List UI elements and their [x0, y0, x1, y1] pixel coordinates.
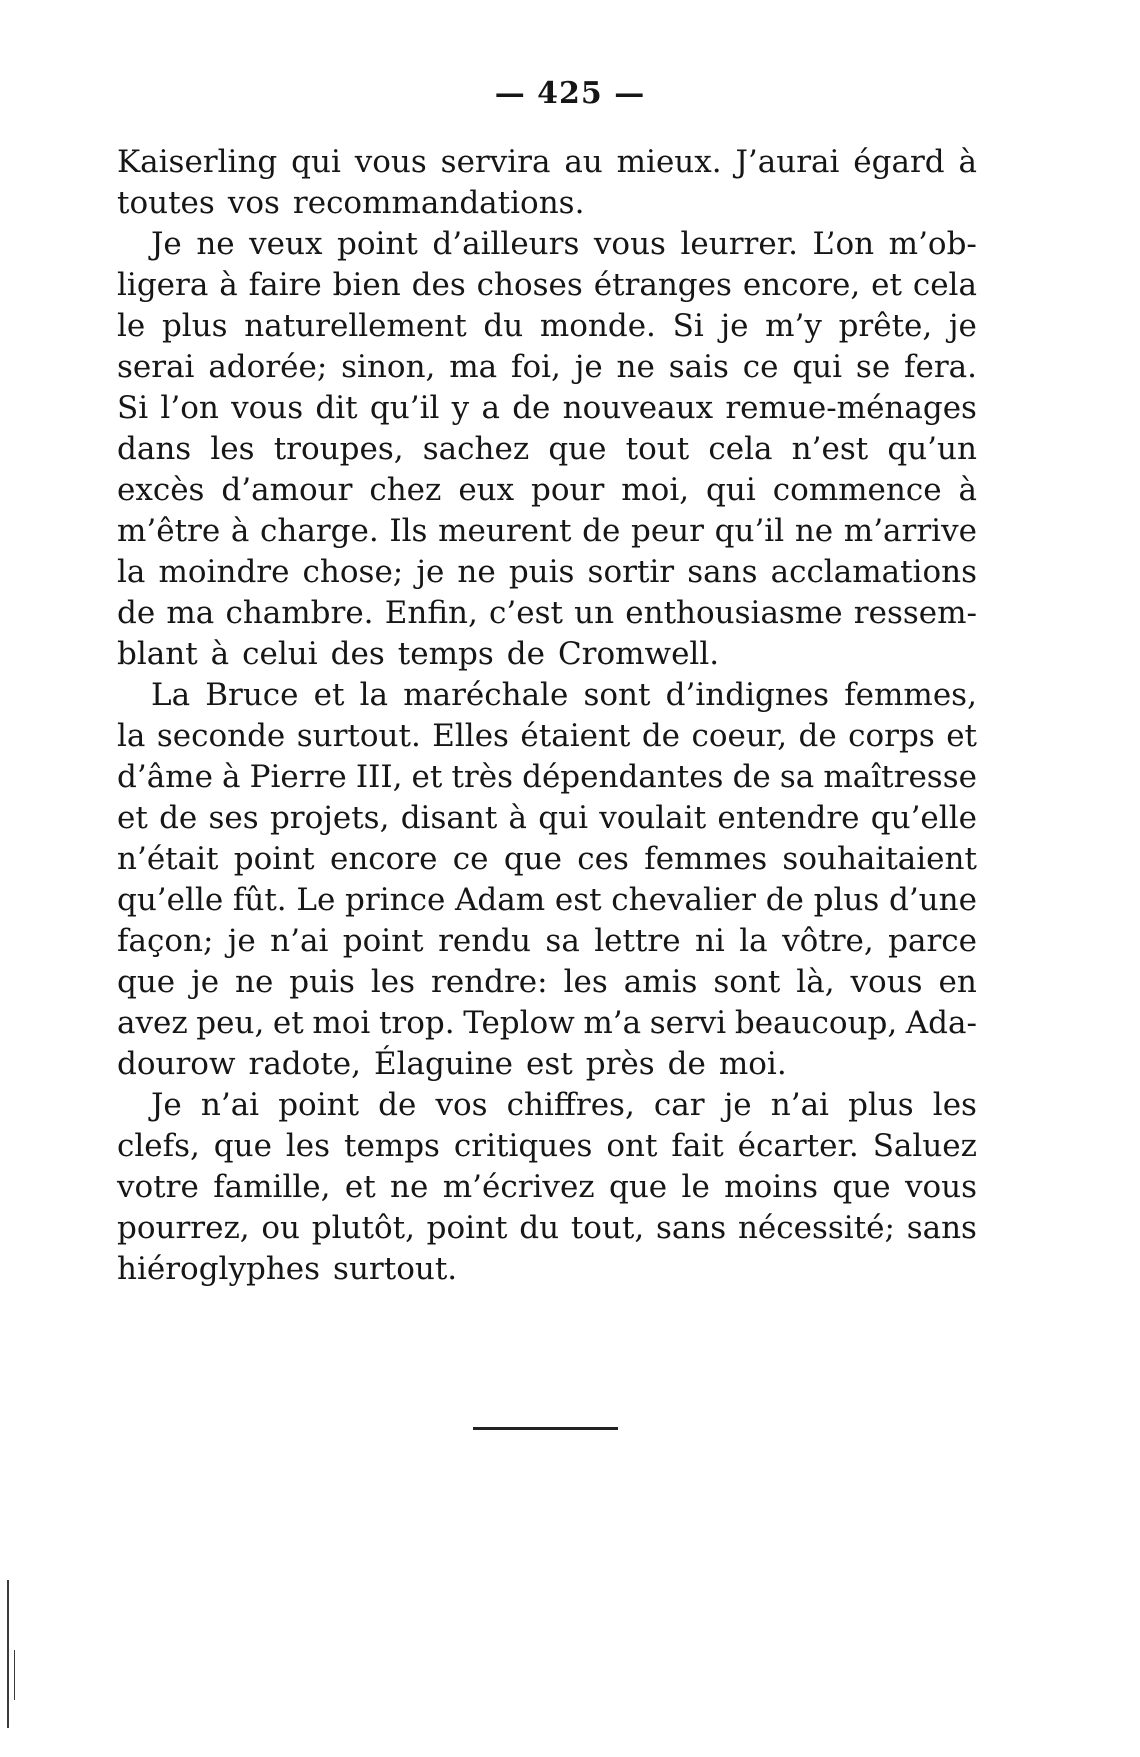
word: meurent — [438, 513, 572, 549]
word: ma — [166, 595, 215, 631]
word: le — [681, 1169, 710, 1205]
word: sortir — [587, 554, 675, 590]
word: sans — [906, 1210, 977, 1246]
word: n’est — [791, 431, 869, 467]
word: nécessité; — [737, 1210, 895, 1246]
word: qui — [538, 800, 588, 836]
word: femmes, — [844, 677, 977, 713]
word: Kaiserling — [117, 144, 278, 180]
word: sa — [545, 923, 580, 959]
word: m’être — [117, 513, 221, 549]
word: Élaguine — [373, 1046, 514, 1082]
word: c’est — [489, 595, 563, 631]
word: surtout. — [333, 1251, 458, 1287]
word: projets, — [269, 800, 390, 836]
word: chose; — [302, 554, 404, 590]
word: Adam — [455, 882, 546, 918]
word: qui — [792, 349, 843, 385]
letter-body-text — [117, 142, 977, 1290]
word: avez — [117, 1005, 188, 1041]
word: de — [117, 595, 156, 631]
word: Je — [151, 1087, 182, 1123]
text-line — [117, 1044, 977, 1085]
word: à — [219, 267, 238, 303]
word: ni — [694, 923, 725, 959]
word: écarter. — [737, 1128, 859, 1164]
word: mieux. — [616, 144, 722, 180]
word: à — [210, 636, 230, 672]
word: ne — [196, 226, 235, 262]
word: J’aurai — [735, 144, 840, 180]
word: disant — [400, 800, 498, 836]
word: moins — [724, 1169, 819, 1205]
word: nouveaux — [562, 390, 714, 426]
word: à — [230, 513, 250, 549]
word: qu’il — [714, 513, 785, 549]
word: bien — [332, 267, 401, 303]
word: radote, — [248, 1046, 361, 1082]
word: excès — [117, 472, 205, 508]
word: les — [563, 964, 608, 1000]
word: que — [117, 964, 176, 1000]
word: sans — [687, 554, 758, 590]
word: celui — [242, 636, 318, 672]
word: faire — [248, 267, 322, 303]
word: critiques — [453, 1128, 593, 1164]
word: naturellement — [244, 308, 467, 344]
word: et — [946, 718, 977, 754]
word: vous — [850, 964, 923, 1000]
word: n’ai — [200, 1087, 260, 1123]
word: chez — [369, 472, 442, 508]
text-line — [117, 183, 977, 224]
word: au — [564, 144, 603, 180]
text-line — [117, 798, 977, 839]
word: moi — [312, 1005, 371, 1041]
word: sachez — [422, 431, 530, 467]
word: foi, — [510, 349, 561, 385]
word: des — [330, 636, 385, 672]
word: m’écrivez — [442, 1169, 595, 1205]
word: plutôt, — [311, 1210, 415, 1246]
word: peur — [630, 513, 704, 549]
word: vous — [231, 390, 304, 426]
word: Le — [296, 882, 336, 918]
word: Pierre — [249, 759, 347, 795]
word: entendre — [717, 800, 860, 836]
word: à — [508, 800, 528, 836]
word: plus — [161, 308, 228, 344]
word: sans — [655, 1210, 727, 1246]
word: la — [117, 718, 146, 754]
word: prête, — [838, 308, 933, 344]
word: du — [519, 1210, 560, 1246]
word: qu’elle — [870, 800, 977, 836]
word: moindre — [158, 554, 290, 590]
word: trop. — [378, 1005, 455, 1041]
word: Si — [117, 390, 149, 426]
word: dourow — [117, 1046, 236, 1082]
text-line — [117, 388, 977, 429]
text-line — [117, 839, 977, 880]
word: beaucoup, — [734, 1005, 898, 1041]
word: égard — [853, 144, 945, 180]
word: là, — [796, 964, 835, 1000]
word: ne — [794, 513, 834, 549]
word: qui — [706, 472, 756, 508]
word: blant — [117, 636, 198, 672]
word: Ils — [389, 513, 428, 549]
word: et — [117, 800, 148, 836]
word: puis — [508, 554, 575, 590]
word: cela — [708, 431, 773, 467]
word: point — [337, 226, 418, 262]
word: La — [151, 677, 191, 713]
word: seconde — [156, 718, 286, 754]
word: de — [512, 390, 551, 426]
text-line — [117, 470, 977, 511]
word: et — [344, 1169, 376, 1205]
word: vous — [354, 144, 427, 180]
word: ma — [449, 349, 498, 385]
word: que — [609, 1169, 668, 1205]
word: et — [313, 677, 345, 713]
word: Teplow — [463, 1005, 575, 1041]
word: puis — [289, 964, 355, 1000]
word: un — [574, 595, 615, 631]
word: qu’elle — [117, 882, 224, 918]
word: plus — [813, 882, 880, 918]
word: leurrer. — [680, 226, 798, 262]
word: à — [222, 759, 241, 795]
word: Ada- — [905, 1005, 977, 1041]
text-line — [117, 265, 977, 306]
word: d’amour — [221, 472, 353, 508]
word: d’âme — [117, 759, 213, 795]
word: vos — [435, 1087, 488, 1123]
word: ou — [261, 1210, 301, 1246]
word: votre — [117, 1169, 199, 1205]
word: monde. — [539, 308, 656, 344]
text-line — [117, 1249, 977, 1290]
word: des — [411, 267, 466, 303]
word: commence — [772, 472, 942, 508]
word: recommandations. — [292, 185, 585, 221]
word: n’ai — [270, 923, 329, 959]
word: m’ob- — [888, 226, 977, 262]
word: ligera — [117, 267, 209, 303]
word: adorée; — [208, 349, 328, 385]
word: chambre. — [225, 595, 374, 631]
word: étaient — [520, 718, 631, 754]
word: Saluez — [872, 1128, 977, 1164]
word: la — [117, 554, 146, 590]
word: est — [554, 882, 602, 918]
word: qui — [291, 144, 341, 180]
word: je — [227, 923, 256, 959]
word: enthousiasme — [625, 595, 843, 631]
word: est — [526, 1046, 573, 1082]
word: très — [451, 759, 513, 795]
word: chiffres, — [506, 1087, 635, 1123]
text-line — [117, 962, 977, 1003]
text-line — [117, 880, 977, 921]
text-line — [117, 593, 977, 634]
word: sa — [779, 759, 815, 795]
word: qu’il — [369, 390, 440, 426]
text-line — [117, 306, 977, 347]
word: n’ai — [770, 1087, 829, 1123]
word: choses — [476, 267, 583, 303]
word: d’indignes — [665, 677, 830, 713]
text-line — [117, 1085, 977, 1126]
word: vôtre, — [782, 923, 874, 959]
word: dit — [315, 390, 358, 426]
word: hiéroglyphes — [117, 1251, 321, 1287]
text-line — [117, 347, 977, 388]
word: de — [641, 718, 681, 754]
word: point — [233, 841, 315, 877]
word: de — [732, 759, 771, 795]
word: de — [506, 636, 545, 672]
word: dépendantes — [522, 759, 724, 795]
word: se — [855, 349, 891, 385]
text-line — [117, 511, 977, 552]
word: eux — [458, 472, 515, 508]
text-line — [117, 1003, 977, 1044]
scan-edge-mark — [7, 1580, 9, 1728]
text-line — [117, 921, 977, 962]
word: voulait — [599, 800, 707, 836]
word: Elles — [432, 718, 509, 754]
word: ne — [616, 349, 655, 385]
word: que — [503, 841, 562, 877]
page-number: — 425 — — [494, 76, 646, 111]
word: rendu — [438, 923, 532, 959]
word: m’arrive — [843, 513, 977, 549]
word: parce — [888, 923, 977, 959]
word: les — [370, 964, 416, 1000]
word: sinon, — [341, 349, 436, 385]
word: vous — [593, 226, 666, 262]
word: d’ailleurs — [432, 226, 580, 262]
word: à — [958, 472, 977, 508]
word: Bruce — [205, 677, 299, 713]
word: que — [832, 1169, 891, 1205]
word: serai — [117, 349, 195, 385]
word: qu’un — [887, 431, 977, 467]
word: je — [948, 308, 977, 344]
word: point — [426, 1210, 508, 1246]
word: que — [213, 1128, 272, 1164]
text-line — [117, 675, 977, 716]
word: tout — [625, 431, 690, 467]
word: de — [667, 1046, 706, 1082]
word: point — [342, 923, 424, 959]
word: Si — [672, 308, 704, 344]
word: femmes — [644, 841, 768, 877]
word: III, — [355, 759, 403, 795]
word: maîtresse — [823, 759, 977, 795]
word: pour — [531, 472, 605, 508]
word: de — [378, 1087, 417, 1123]
word: que — [548, 431, 607, 467]
word: car — [653, 1087, 705, 1123]
word: les — [285, 1128, 331, 1164]
word: les — [210, 431, 255, 467]
word: de — [765, 882, 804, 918]
word: m’y — [765, 308, 822, 344]
word: je — [720, 308, 749, 344]
word: le — [117, 308, 146, 344]
word: troupes, — [273, 431, 404, 467]
word: point — [278, 1087, 360, 1123]
text-line — [117, 429, 977, 470]
word: famille, — [213, 1169, 331, 1205]
word: je — [191, 964, 220, 1000]
word: servira — [440, 144, 551, 180]
end-of-section-rule — [473, 1427, 618, 1430]
word: rendre: — [431, 964, 548, 1000]
word: je — [416, 554, 445, 590]
word: de — [798, 718, 837, 754]
word: pourrez, — [117, 1210, 250, 1246]
word: maréchale — [403, 677, 569, 713]
word: encore, — [742, 267, 861, 303]
word: y — [451, 390, 470, 426]
word: ce — [452, 841, 489, 877]
text-line — [117, 1208, 977, 1249]
word: toutes — [117, 185, 215, 221]
word: ne — [390, 1169, 429, 1205]
word: de — [582, 513, 621, 549]
word: veux — [249, 226, 323, 262]
word: étranges — [593, 267, 732, 303]
word: en — [938, 964, 977, 1000]
word: d’une — [888, 882, 977, 918]
word: et — [272, 1005, 304, 1041]
word: cela — [912, 267, 977, 303]
word: vos — [227, 185, 280, 221]
word: la — [739, 923, 768, 959]
text-line — [117, 142, 977, 183]
word: lettre — [594, 923, 681, 959]
word: moi. — [718, 1046, 787, 1082]
word: ne — [235, 964, 274, 1000]
word: sais — [668, 349, 729, 385]
text-line — [117, 552, 977, 593]
word: et — [871, 267, 902, 303]
word: à — [958, 144, 977, 180]
word: acclamations — [770, 554, 977, 590]
text-line — [117, 1167, 977, 1208]
word: L’on — [812, 226, 875, 262]
text-line — [117, 716, 977, 757]
word: vous — [904, 1169, 977, 1205]
word: amis — [623, 964, 698, 1000]
word: fait — [671, 1128, 724, 1164]
word: ressem- — [853, 595, 977, 631]
word: clefs, — [117, 1128, 200, 1164]
word: l’on — [160, 390, 219, 426]
word: ces — [577, 841, 629, 877]
word: souhaitaient — [782, 841, 977, 877]
word: ne — [457, 554, 496, 590]
word: m’a — [583, 1005, 642, 1041]
word: tout, — [570, 1210, 645, 1246]
word: servi — [649, 1005, 727, 1041]
word: près — [585, 1046, 655, 1082]
word: façon; — [117, 923, 214, 959]
text-line — [117, 757, 977, 798]
text-line — [117, 634, 977, 675]
word: je — [723, 1087, 752, 1123]
word: prince — [345, 882, 446, 918]
word: encore — [329, 841, 438, 877]
word: la — [359, 677, 389, 713]
word: plus — [848, 1087, 914, 1123]
word: surtout. — [296, 718, 421, 754]
text-line — [117, 224, 977, 265]
word: Je — [151, 226, 182, 262]
word: fût. — [232, 882, 287, 918]
word: n’était — [117, 841, 219, 877]
word: temps — [397, 636, 494, 672]
word: charge. — [260, 513, 379, 549]
word: dans — [117, 431, 192, 467]
word: les — [932, 1087, 977, 1123]
word: moi, — [621, 472, 690, 508]
word: de — [159, 800, 198, 836]
scan-edge-mark — [14, 1650, 15, 1700]
word: peu, — [196, 1005, 265, 1041]
word: fera. — [904, 349, 977, 385]
word: Cromwell. — [557, 636, 720, 672]
word: ce — [742, 349, 779, 385]
word: a — [481, 390, 500, 426]
word: remue-ménages — [725, 390, 977, 426]
word: sont — [583, 677, 651, 713]
word: coeur, — [691, 718, 788, 754]
word: corps — [848, 718, 935, 754]
word: et — [411, 759, 443, 795]
word: sont — [713, 964, 781, 1000]
text-line — [117, 1126, 977, 1167]
word: chevalier — [611, 882, 756, 918]
word: Enfin, — [384, 595, 478, 631]
word: temps — [344, 1128, 440, 1164]
word: ont — [606, 1128, 658, 1164]
word: du — [483, 308, 524, 344]
word: ses — [208, 800, 259, 836]
word: je — [574, 349, 603, 385]
